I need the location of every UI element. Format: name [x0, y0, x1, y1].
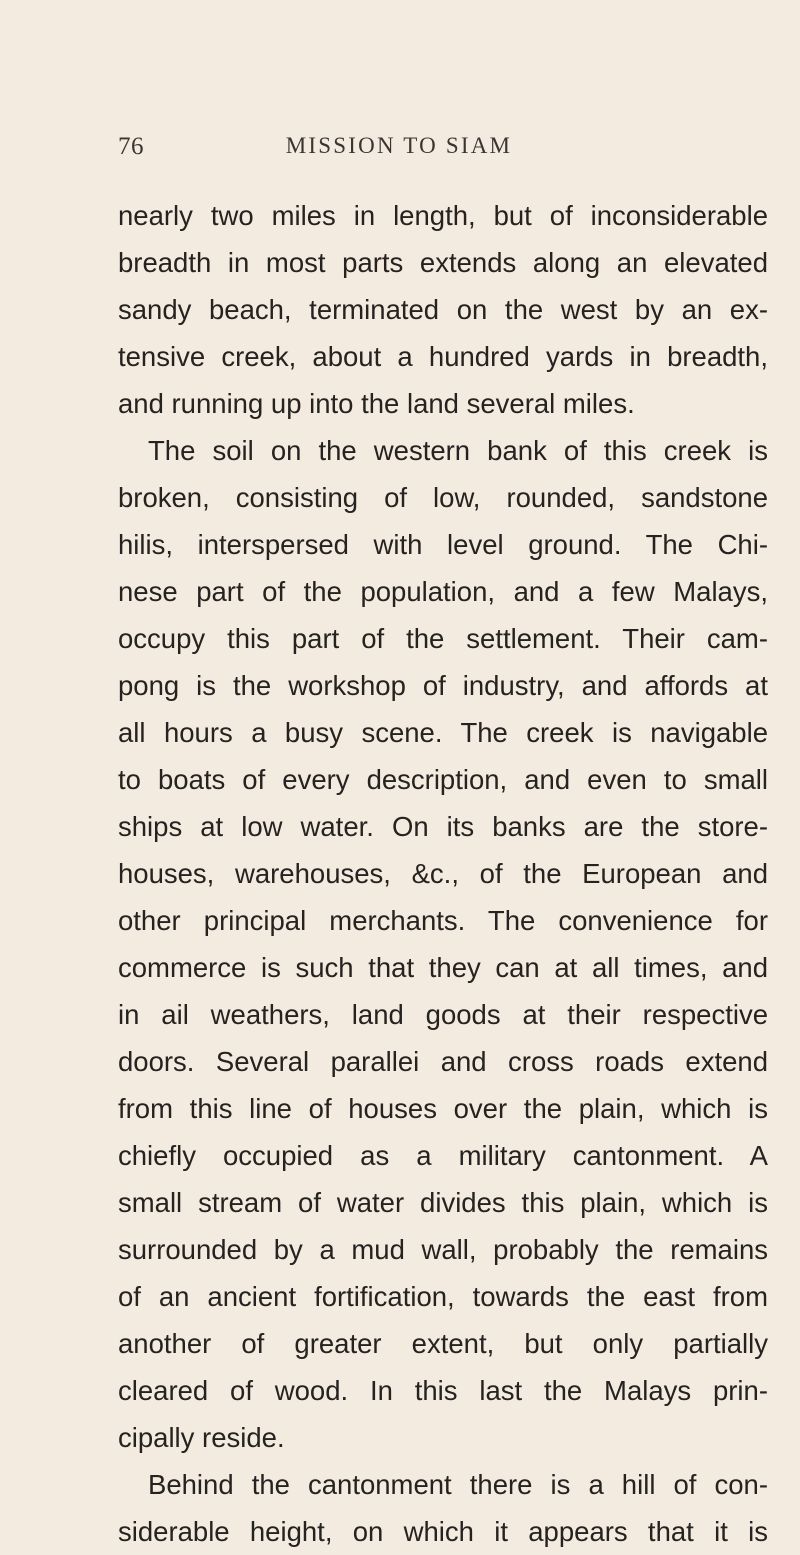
page-header — [118, 133, 680, 173]
text-line: other principal merchants. The convenience for — [118, 905, 768, 936]
text-line: all hours a busy scene. The creek is navigable — [118, 717, 768, 748]
text-line: breadth in most parts extends along an elevated — [118, 247, 768, 278]
page-number: 76 — [118, 133, 144, 160]
text-line: hilis, interspersed with level ground. The Chi- — [118, 529, 768, 560]
text-line: commerce is such that they can at all times, and — [118, 952, 768, 983]
text-line: siderable height, on which it appears that it is — [118, 1516, 768, 1547]
text-line: to boats of every description, and even to small — [118, 764, 768, 795]
text-line: ships at low water. On its banks are the store- — [118, 811, 768, 842]
text-line: pong is the workshop of industry, and affords at — [118, 670, 768, 701]
text-line: from this line of houses over the plain, which is — [118, 1093, 768, 1124]
text-line: Behind the cantonment there is a hill of con- — [148, 1469, 768, 1500]
running-head: MISSION TO SIAM — [285, 133, 513, 158]
text-line: occupy this part of the settlement. Their cam- — [118, 623, 768, 654]
text-line: and running up into the land several miles. — [118, 388, 635, 419]
text-line: in ail weathers, land goods at their respective — [118, 999, 768, 1030]
text-line: broken, consisting of low, rounded, sandstone — [118, 482, 768, 513]
text-line: sandy beach, terminated on the west by an ex- — [118, 294, 768, 325]
text-line: cipally reside. — [118, 1422, 285, 1453]
text-line: cleared of wood. In this last the Malays prin- — [118, 1375, 768, 1406]
text-line: The soil on the western bank of this creek is — [148, 435, 768, 466]
text-line: doors. Several parallei and cross roads extend — [118, 1046, 768, 1077]
text-line: houses, warehouses, &c., of the European and — [118, 858, 768, 889]
text-line: chiefly occupied as a military cantonment. A — [118, 1140, 768, 1171]
text-line: surrounded by a mud wall, probably the remains — [118, 1234, 768, 1265]
text-line: another of greater extent, but only partially — [118, 1328, 768, 1359]
text-line: of an ancient fortification, towards the east from — [118, 1281, 768, 1312]
text-line: nese part of the population, and a few Malays, — [118, 576, 768, 607]
text-line: nearly two miles in length, but of inconsiderable — [118, 200, 768, 231]
body-text — [118, 192, 768, 1555]
text-line: tensive creek, about a hundred yards in breadth, — [118, 341, 768, 372]
text-line: small stream of water divides this plain, which is — [118, 1187, 768, 1218]
